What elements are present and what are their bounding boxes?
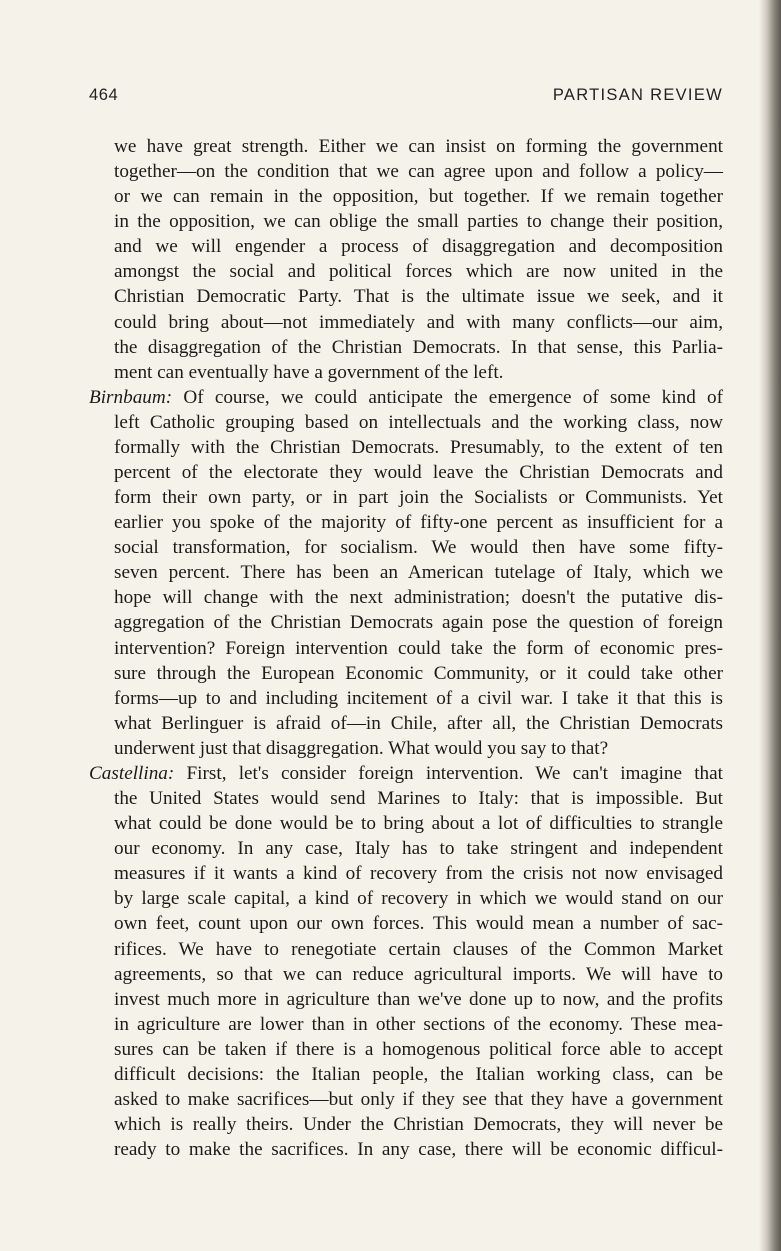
line-text: Christian Democratic Party. That is the ultimate issue we seek, and it [114, 286, 723, 308]
line-text: formally with the Christian Democrats. Presumably, to the extent of ten [114, 436, 723, 458]
text-line [89, 1087, 723, 1112]
line-text: the disaggregation of the Christian Democrats. In that sense, this Parlia- [114, 336, 723, 358]
line-text: sure through the European Economic Community, or it could take other [114, 662, 723, 684]
line-text: together—on the condition that we can agree upon and follow a policy— [114, 161, 723, 183]
running-title: PARTISAN REVIEW [552, 86, 723, 104]
text-line [89, 585, 723, 610]
line-text: percent of the electorate they would leave the Christian Democrats and [114, 462, 723, 484]
line-text: difficult decisions: the Italian people, the Italian working class, can be [114, 1063, 723, 1085]
text-line [89, 761, 723, 786]
text-line [89, 937, 723, 962]
text-line [89, 184, 723, 209]
text-line [89, 360, 723, 385]
line-text: seven percent. There has been an American tutelage of Italy, which we [114, 562, 723, 584]
text-line [89, 560, 723, 585]
page-edge-shadow [759, 0, 781, 1251]
line-text: measures if it wants a kind of recovery from the crisis not now envisaged [114, 863, 723, 885]
line-text: we have great strength. Either we can insist on forming the government [114, 136, 723, 157]
line-text: form their own party, or in part join the Socialists or Communists. Yet [114, 487, 723, 509]
text-line [89, 711, 723, 736]
text-line [89, 410, 723, 435]
line-text: in the opposition, we can oblige the small parties to change their position, [114, 211, 723, 233]
line-text: earlier you spoke of the majority of fifty-one percent as insufficient for a [114, 512, 723, 534]
line-text: sures can be taken if there is a homogenous political force able to accept [114, 1038, 723, 1060]
line-text: left Catholic grouping based on intellectuals and the working class, now [114, 411, 723, 433]
speaker-name: Birnbaum: [89, 386, 173, 408]
line-text: which is really theirs. Under the Christian Democrats, they will never be [114, 1114, 723, 1136]
text-line [89, 636, 723, 661]
text-line [89, 159, 723, 184]
line-text: First, let's consider foreign intervention. We can't imagine that [186, 762, 723, 784]
text-line [89, 284, 723, 309]
text-line [89, 535, 723, 560]
line-text: invest much more in agriculture than we've done up to now, and the profits [114, 988, 723, 1010]
speaker-name: Castellina: [89, 762, 175, 784]
page-number: 464 [89, 86, 119, 104]
line-text: underwent just that disaggregation. What would you say to that? [114, 737, 609, 759]
line-text: the United States would send Marines to Italy: that is impossible. But [114, 788, 723, 810]
line-text: forms—up to and including incitement of a civil war. I take it that this is [114, 687, 723, 709]
line-text: what Berlinguer is afraid of—in Chile, after all, the Christian Democrats [114, 712, 723, 734]
text-line [89, 510, 723, 535]
line-text: ment can eventually have a government of the left. [114, 361, 504, 383]
text-line [89, 836, 723, 861]
text-line [89, 485, 723, 510]
line-text: could bring about—not immediately and with many conflicts—our aim, [114, 311, 723, 333]
text-line [89, 234, 723, 259]
line-text: asked to make sacrifices—but only if they see that they have a government [114, 1088, 723, 1110]
line-text: intervention? Foreign intervention could take the form of economic pres- [114, 637, 723, 659]
line-text: aggregation of the Christian Democrats again pose the question of foreign [114, 612, 723, 634]
text-line [89, 460, 723, 485]
text-line [89, 736, 723, 761]
line-text: agreements, so that we can reduce agricultural imports. We will have to [114, 963, 723, 985]
text-line [89, 134, 723, 159]
line-text: hope will change with the next administration; doesn't the putative dis- [114, 587, 723, 609]
text-line [89, 610, 723, 635]
text-line [89, 886, 723, 911]
line-text: ready to make the sacrifices. In any case, there will be economic difficul- [114, 1139, 723, 1161]
line-text: Of course, we could anticipate the emergence of some kind of [183, 386, 723, 408]
paragraph [89, 134, 723, 385]
text-line [89, 1062, 723, 1087]
text-line [89, 811, 723, 836]
text-line [89, 661, 723, 686]
line-text: what could be done would be to bring about a lot of difficulties to strangle [114, 813, 723, 835]
text-line [89, 310, 723, 335]
text-line [89, 962, 723, 987]
line-text: and we will engender a process of disaggregation and decomposition [114, 236, 723, 258]
line-text: own feet, count upon our own forces. This would mean a number of sac- [114, 913, 723, 935]
text-line [89, 1037, 723, 1062]
dialogue-paragraph [89, 385, 723, 761]
line-text: or we can remain in the opposition, but together. If we remain together [114, 186, 723, 208]
text-line [89, 1012, 723, 1037]
text-line [89, 259, 723, 284]
text-line [89, 435, 723, 460]
text-line [89, 686, 723, 711]
line-text: social transformation, for socialism. We would then have some fifty- [114, 537, 723, 559]
text-line [89, 911, 723, 936]
text-line [89, 335, 723, 360]
page-body [89, 134, 723, 1162]
text-line [89, 861, 723, 886]
text-line [89, 209, 723, 234]
text-line [89, 385, 723, 410]
line-text: in agriculture are lower than in other sections of the economy. These mea- [114, 1013, 723, 1035]
text-line [89, 1112, 723, 1137]
line-text: rifices. We have to renegotiate certain clauses of the Common Market [114, 938, 723, 960]
text-line [89, 987, 723, 1012]
line-text: by large scale capital, a kind of recovery in which we would stand on our [114, 888, 723, 910]
dialogue-paragraph [89, 761, 723, 1162]
line-text: amongst the social and political forces which are now united in the [114, 261, 723, 283]
text-line [89, 1137, 723, 1162]
text-line [89, 786, 723, 811]
running-header [89, 86, 723, 110]
line-text: our economy. In any case, Italy has to take stringent and independent [114, 838, 723, 860]
